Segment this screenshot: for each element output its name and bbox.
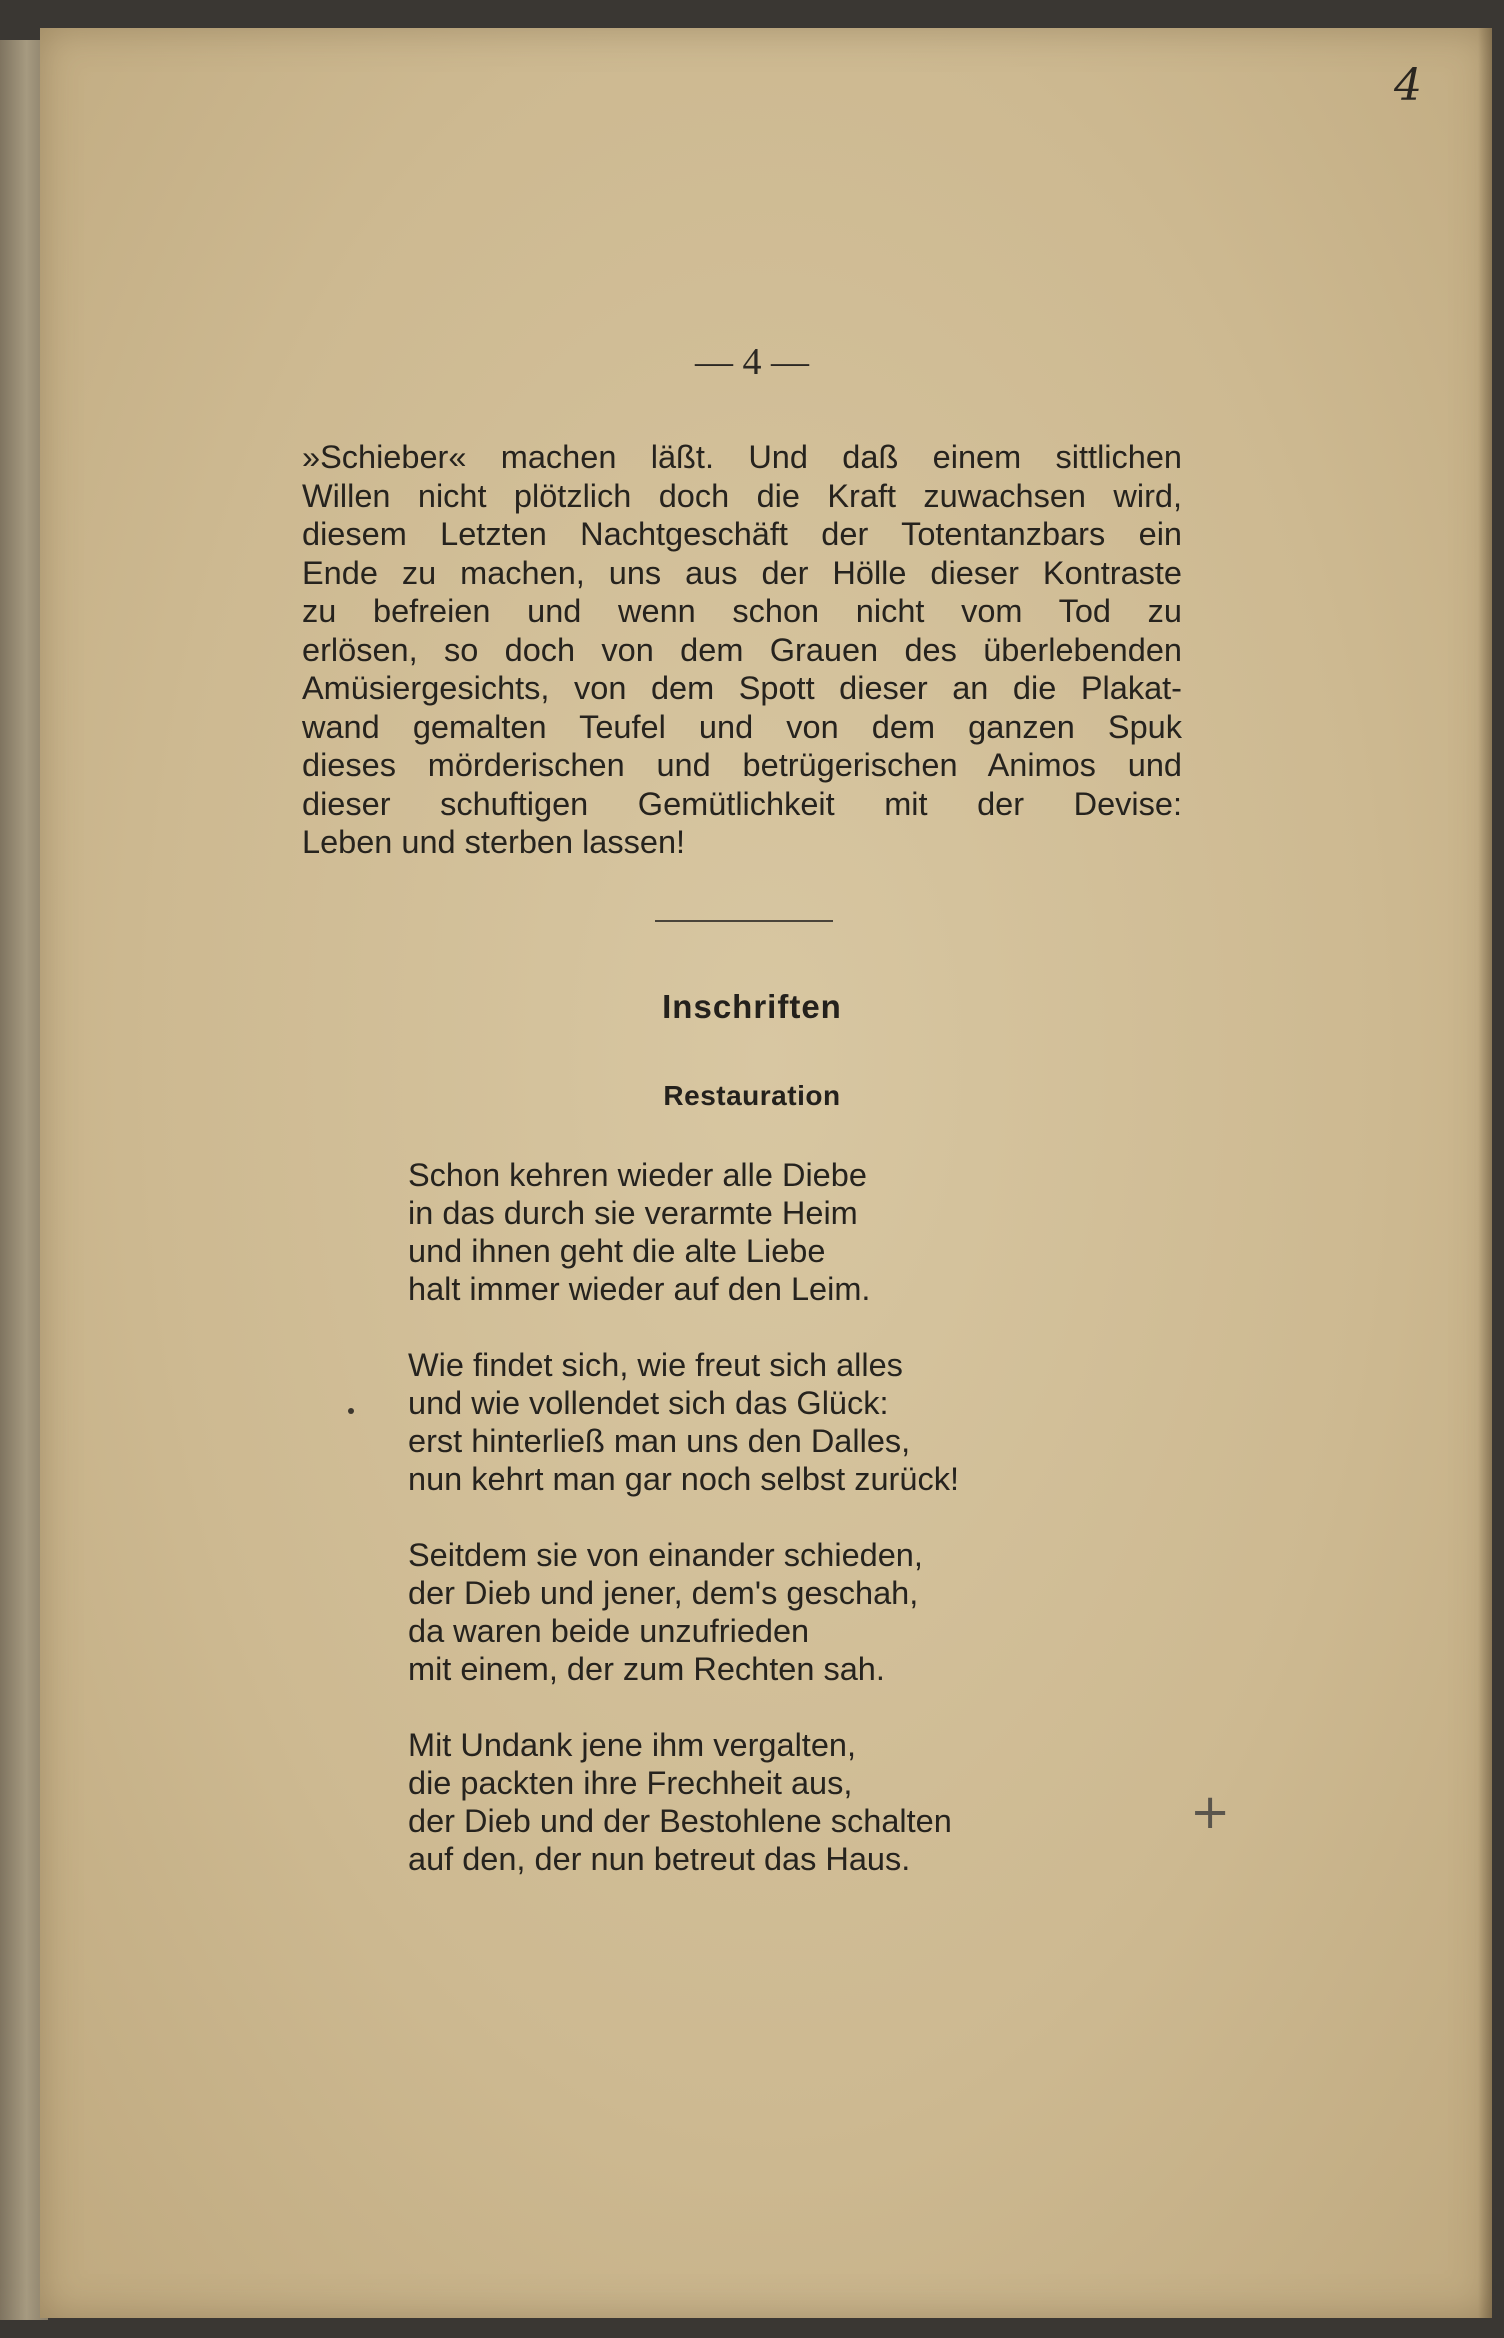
poem	[408, 1156, 1128, 1916]
prose-line: erlösen, so doch von dem Grauen des überlebenden	[302, 631, 1182, 668]
prose-line: zu befreien und wenn schon nicht vom Tod zu	[302, 593, 1182, 629]
verse-line: da waren beide unzufrieden	[408, 1613, 810, 1649]
ink-speck	[348, 1408, 354, 1414]
stanza	[408, 1156, 1128, 1308]
section-divider	[655, 920, 833, 922]
prose-line: Ende zu machen, uns aus der Hölle dieser Kontraste	[302, 554, 1182, 591]
section-heading: Inschriften	[662, 988, 842, 1025]
verse-line: der Dieb und jener, dem's geschah,	[408, 1575, 919, 1611]
prose-line: Amüsiergesichts, von dem Spott dieser an die Plakat-	[302, 670, 1182, 706]
verse-line: die packten ihre Frechheit aus,	[408, 1765, 853, 1801]
prose-line: Willen nicht plötzlich doch die Kraft zuwachsen wird,	[302, 477, 1182, 514]
prose-line: diesem Letzten Nachtgeschäft der Totentanzbars ein	[302, 516, 1182, 552]
page-number: — 4 —	[695, 341, 809, 383]
prose-line: »Schieber« machen läßt. Und daß einem sittlichen	[302, 439, 1182, 475]
verse-line: auf den, der nun betreut das Haus.	[408, 1841, 911, 1877]
prose-paragraph	[302, 438, 1182, 862]
verse-line: und ihnen geht die alte Liebe	[408, 1233, 826, 1269]
poem-title: Restauration	[663, 1080, 841, 1111]
stanza	[408, 1536, 1128, 1688]
prose-line: Leben und sterben lassen!	[302, 824, 686, 860]
verse-line: Seitdem sie von einander schieden,	[408, 1537, 923, 1573]
verse-line: halt immer wieder auf den Leim.	[408, 1271, 871, 1307]
stanza	[408, 1346, 1128, 1498]
prose-line: wand gemalten Teufel und von dem ganzen Spuk	[302, 708, 1182, 745]
verse-line: und wie vollendet sich das Glück:	[408, 1385, 889, 1421]
stanza	[408, 1726, 1128, 1878]
pencil-cross-mark: +	[1190, 1784, 1231, 1840]
verse-line: mit einem, der zum Rechten sah.	[408, 1651, 885, 1687]
verse-line: nun kehrt man gar noch selbst zurück!	[408, 1461, 959, 1497]
prose-line: dieses mörderischen und betrügerischen Animos und	[302, 747, 1182, 783]
verse-line: Schon kehren wieder alle Diebe	[408, 1157, 867, 1193]
verse-line: der Dieb und der Bestohlene schalten	[408, 1803, 952, 1839]
handwritten-folio-number: 4	[1394, 60, 1422, 111]
verse-line: Mit Undank jene ihm vergalten,	[408, 1727, 857, 1763]
prose-line: dieser schuftigen Gemütlichkeit mit der Devise:	[302, 785, 1182, 822]
verse-line: in das durch sie verarmte Heim	[408, 1195, 858, 1231]
verse-line: erst hinterließ man uns den Dalles,	[408, 1423, 911, 1459]
verse-line: Wie findet sich, wie freut sich alles	[408, 1347, 903, 1383]
